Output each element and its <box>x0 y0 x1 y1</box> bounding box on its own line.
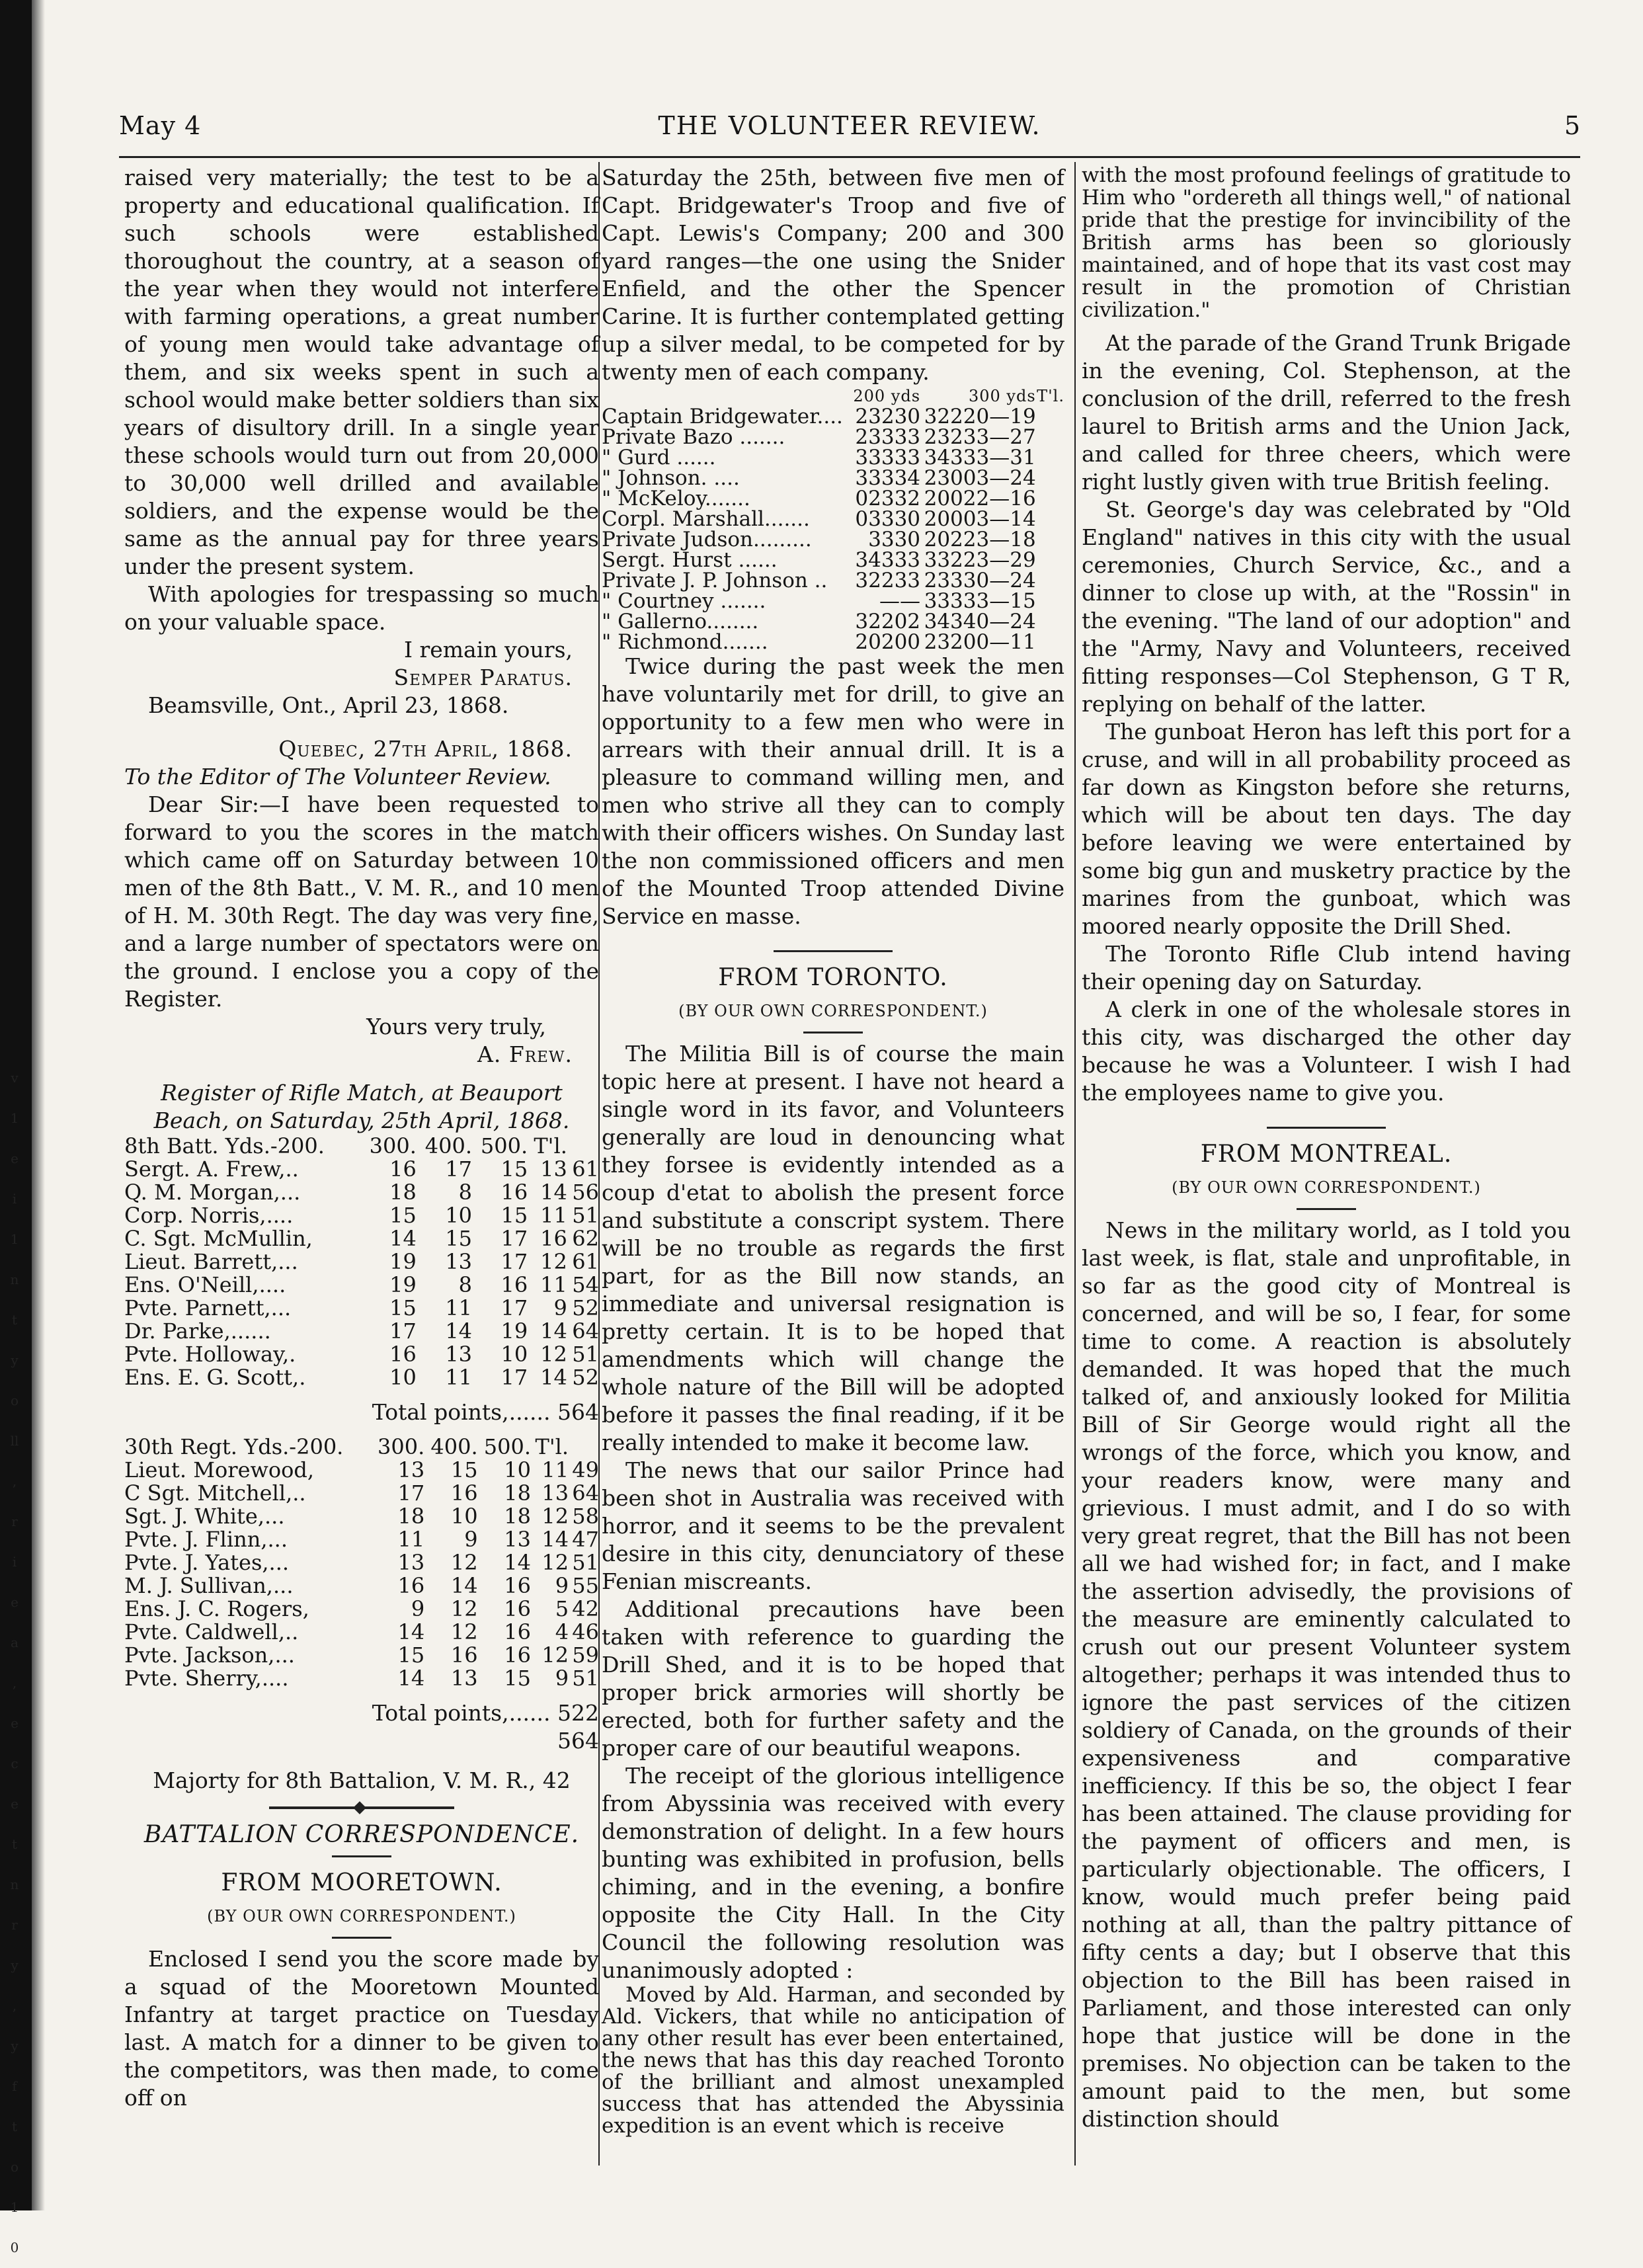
table-row <box>124 1227 599 1250</box>
table-cell: 12 <box>541 1642 569 1668</box>
table-cell: 12 <box>450 1619 478 1644</box>
table-cell: 11 <box>445 1365 473 1390</box>
table-cell: 20003—14 <box>924 507 1036 531</box>
table-row <box>124 1551 599 1574</box>
register-title: Register of Rifle Match, at Beauport Beach, on Saturday, 25th April, 1868. <box>153 1080 570 1133</box>
table-cell: 62 <box>572 1226 599 1251</box>
table-cell: 12 <box>450 1550 478 1575</box>
header-title: THE VOLUNTEER REVIEW. <box>658 111 1041 140</box>
signoff: I remain yours, <box>403 637 573 663</box>
table-cell: 64 <box>572 1318 599 1344</box>
header-date: May 4 <box>119 111 202 140</box>
table-row <box>124 1320 599 1343</box>
table-header-cell: 500. <box>483 1434 532 1459</box>
table-cell: 3330 <box>868 528 921 551</box>
table-cell: 8 <box>458 1180 473 1205</box>
table-cell: 55 <box>572 1573 599 1598</box>
table-cell: 16 <box>504 1642 532 1668</box>
table-cell: 14 <box>504 1550 532 1575</box>
table-cell: " Courtney ....... <box>602 589 766 613</box>
table-cell: 15 <box>450 1457 478 1482</box>
table-row <box>124 1574 599 1598</box>
table-cell: 12 <box>541 1550 569 1575</box>
paragraph: Enclosed I send you the score made by a squad of the Mooretown Mounted Infantry at target practice on Tuesday last. A match for a dinner to be given to the competitors, was then made, to come off on <box>124 1946 599 2111</box>
table-row <box>124 1482 599 1505</box>
table-cell: 10 <box>445 1203 473 1228</box>
score-table-8th <box>124 1135 599 1389</box>
paragraph: St. George's day was celebrated by "Old England" natives in this city with the usual ceremonies, Church Service, &c., and a dinner to close up with, at the "Rossin" in the evening. "The land of our adoption" and the "Army, Navy and Volunteers, received fitting responses—Col Stephenson, G T R, replying on behalf of the latter. <box>1082 497 1571 717</box>
table-cell: 23333 <box>855 425 921 449</box>
table-cell: 13 <box>540 1156 567 1182</box>
table-cell: 14 <box>541 1527 569 1552</box>
table-cell: 16 <box>389 1342 417 1367</box>
table-cell: 47 <box>572 1527 599 1552</box>
table-cell: 9 <box>553 1295 567 1320</box>
table-cell: —— <box>879 589 921 613</box>
table-cell: Sergt. Hurst ...... <box>602 548 778 572</box>
divider <box>1297 1208 1356 1210</box>
table-cell: 23003—24 <box>924 466 1036 490</box>
page-number: 5 <box>1564 111 1580 140</box>
byline: (BY OUR OWN CORRESPONDENT.) <box>207 1907 516 1925</box>
table-cell: 16 <box>397 1573 425 1598</box>
paragraph: The Militia Bill is of course the main topic here at present. I have not heard a single word in its favor, and Volunteers generally are loud in denouncing what they forsee is evidently intended as a coup d'etat to abolish the present force and substitute a conscript system. There will be no trouble as regards the first part, for as the Bill now stands, an immediate and universal resignation is pretty certain. It is to be hoped that amendments which will change the whole nature of the Bill will be adopted before it passes the final reading, if it be really intended to make it become law. <box>602 1041 1064 1455</box>
score-table-30th <box>124 1436 599 1690</box>
table-cell: 15 <box>389 1295 417 1320</box>
table-cell: 64 <box>572 1480 599 1506</box>
table-cell: 33223—29 <box>924 548 1036 572</box>
paragraph: with the most profound feelings of gratitude to Him who "ordereth all things well," of national pride that the prestige for invincibility of the British arms has been so gloriously maintained, and of hope that its vast cost may result in the promotion of Christian civilization." <box>1082 163 1571 322</box>
table-cell: 51 <box>572 1203 599 1228</box>
table-cell: 15 <box>397 1642 425 1668</box>
table-cell: 13 <box>445 1342 473 1367</box>
table-row <box>124 1158 599 1181</box>
paragraph: Moved by Ald. Harman, and seconded by Ald. Vickers, that while no anticipation of any other result has ever been entertained, the news that has this day reached Toronto of the brilliant and almost unexampled success that has attended the Abyssinia expedition is an event which is receive <box>602 1983 1064 2138</box>
paragraph: The news that our sailor Prince had been shot in Australia was received with horror, and it seems to be the prevalent desire in this city, denunciatory of these Fenian miscreants. <box>602 1457 1064 1594</box>
table-cell: Pvte. J. Yates,... <box>124 1550 290 1575</box>
table-cell: 51 <box>572 1550 599 1575</box>
table-cell: 12 <box>540 1342 567 1367</box>
table-cell: 16 <box>540 1226 567 1251</box>
paragraph: Dear Sir:—I have been requested to forward to you the scores in the match which came off on Saturday between 10 men of the 8th Batt., V. M. R., and 10 men of H. M. 30th Regt. The day was very fine, and a large number of spectators were on the ground. I enclose you a copy of the Register. <box>124 791 599 1012</box>
paragraph: Twice during the past week the men have voluntarily met for drill, to give an opportunity to a few men who were in arrears with their annual drill. It is a pleasure to command willing men, and men who strive all they can to comply with their officers wishes. On Sunday last the non commissioned officers and men of the Mounted Troop attended Divine Service en masse. <box>602 653 1064 929</box>
column-3 <box>1082 164 1571 2133</box>
table-cell: 12 <box>540 1249 567 1274</box>
signature: A. Frew. <box>477 1041 573 1067</box>
total-points: Total points,...... 522 <box>372 1700 599 1726</box>
table-cell: 18 <box>389 1180 417 1205</box>
table-row <box>124 1343 599 1366</box>
table-cell: 17 <box>501 1226 528 1251</box>
table-cell: 14 <box>450 1573 478 1598</box>
table-header-cell: 500. <box>480 1133 528 1158</box>
table-cell: Ens. J. C. Rogers, <box>124 1596 309 1621</box>
total-points: Total points,...... 564 <box>372 1399 599 1425</box>
table-cell: Dr. Parke,...... <box>124 1318 271 1344</box>
table-cell: 17 <box>445 1156 473 1182</box>
table-cell: 11 <box>445 1295 473 1320</box>
table-cell: 03330 <box>855 507 921 531</box>
divider <box>332 1937 391 1939</box>
table-row <box>124 1274 599 1297</box>
table-cell: 23330—24 <box>924 569 1036 592</box>
table-cell: 14 <box>540 1180 567 1205</box>
table-cell: 14 <box>540 1365 567 1390</box>
table-header-cell: 300. <box>369 1133 417 1158</box>
signature: Semper Paratus. <box>393 665 573 690</box>
table-header-cell: 200 yds <box>853 387 921 405</box>
table-cell: 11 <box>397 1527 425 1552</box>
table-cell: 59 <box>572 1642 599 1668</box>
table-cell: 52 <box>572 1365 599 1390</box>
table-row <box>124 1667 599 1690</box>
table-cell: 32202 <box>855 610 921 633</box>
divider <box>774 950 893 952</box>
article-title: FROM TORONTO. <box>718 964 948 991</box>
table-cell: 9 <box>555 1666 569 1691</box>
table-cell: Pvte. Sherry,.... <box>124 1666 289 1691</box>
table-row <box>602 427 1064 448</box>
table-cell: 4 <box>555 1619 569 1644</box>
table-cell: 18 <box>504 1480 532 1506</box>
table-cell: Private J. P. Johnson .. <box>602 569 828 592</box>
table-header-cell: 300. <box>377 1434 425 1459</box>
table-cell: 11 <box>540 1272 567 1297</box>
table-cell: 13 <box>541 1480 569 1506</box>
table-cell: 19 <box>501 1318 528 1344</box>
section-title: BATTALION CORRESPONDENCE. <box>143 1821 580 1848</box>
table-cell: 15 <box>501 1156 528 1182</box>
table-cell: 16 <box>501 1180 528 1205</box>
table-cell: 10 <box>501 1342 528 1367</box>
table-header-cell: T'l. <box>1037 387 1064 405</box>
table-cell: 10 <box>389 1365 417 1390</box>
table-cell: Corpl. Marshall....... <box>602 507 810 531</box>
table-cell: 17 <box>501 1249 528 1274</box>
table-row <box>124 1181 599 1204</box>
table-cell: 51 <box>572 1342 599 1367</box>
table-cell: 16 <box>501 1272 528 1297</box>
majority-line: Majorty for 8th Battalion, V. M. R., 42 <box>153 1767 571 1793</box>
paragraph: The Toronto Rifle Club intend having their opening day on Saturday. <box>1082 941 1571 994</box>
table-row <box>124 1366 599 1389</box>
table-cell: Q. M. Morgan,... <box>124 1180 301 1205</box>
table-cell: 10 <box>504 1457 532 1482</box>
table-cell: Corp. Norris,.... <box>124 1203 294 1228</box>
table-cell: 49 <box>572 1457 599 1482</box>
header-rule <box>119 156 1580 158</box>
table-cell: Ens. E. G. Scott,. <box>124 1365 306 1390</box>
table-cell: " Gallerno........ <box>602 610 759 633</box>
total-points-8th: 564 <box>557 1728 599 1754</box>
table-cell: 16 <box>450 1642 478 1668</box>
divider <box>803 1032 863 1033</box>
table-row <box>602 571 1064 591</box>
table-cell: 34333 <box>855 548 921 572</box>
table-cell: 33333—15 <box>924 589 1036 613</box>
table-cell: 19 <box>389 1272 417 1297</box>
table-cell: Private Bazo ....... <box>602 425 785 449</box>
table-cell: 33334 <box>855 466 921 490</box>
table-cell: 13 <box>397 1550 425 1575</box>
table-header-cell: 400. <box>430 1434 478 1459</box>
table-header-cell: 30th Regt. Yds.-200. <box>124 1434 344 1459</box>
table-cell: Private Judson......... <box>602 528 812 551</box>
table-cell: 23233—27 <box>924 425 1036 449</box>
table-row <box>124 1204 599 1227</box>
table-row <box>124 1250 599 1274</box>
table-row <box>124 1621 599 1644</box>
table-row <box>602 612 1064 632</box>
table-cell: 20022—16 <box>924 487 1036 510</box>
table-header-cell: 400. <box>424 1133 473 1158</box>
paragraph: At the parade of the Grand Trunk Brigade in the evening, Col. Stephenson, at the conclusion of the drill, referred to the fresh laurel to British arms and the Union Jack, and called for three cheers, which were right lustly given with true British feeling. <box>1082 330 1571 495</box>
table-cell: 52 <box>572 1295 599 1320</box>
table-cell: 02332 <box>855 487 921 510</box>
column-rule-2 <box>1074 162 1076 2166</box>
table-cell: 17 <box>389 1318 417 1344</box>
table-cell: 17 <box>397 1480 425 1506</box>
table-cell: 15 <box>389 1203 417 1228</box>
table-cell: " Richmond....... <box>602 630 768 654</box>
table-row <box>124 1297 599 1320</box>
table-row <box>124 1644 599 1667</box>
table-row <box>124 1528 599 1551</box>
signoff: Yours very truly, <box>366 1014 546 1039</box>
table-cell: 58 <box>572 1504 599 1529</box>
article-title: FROM MOORETOWN. <box>221 1869 502 1896</box>
table-cell: " McKeloy....... <box>602 487 750 510</box>
table-row <box>602 632 1064 653</box>
dateline: Quebec, 27th April, 1868. <box>278 736 573 762</box>
column-2 <box>602 164 1064 2137</box>
table-header-cell: T'l. <box>534 1133 567 1158</box>
paragraph: Additional precautions have been taken with reference to guarding the Drill Shed, and it is to be hoped that proper brick armories will shortly be erected, both for further safety and the proper care of our beautiful weapons. <box>602 1596 1064 1761</box>
table-cell: 13 <box>450 1666 478 1691</box>
table-cell: Lieut. Morewood, <box>124 1457 315 1482</box>
table-cell: 14 <box>445 1318 473 1344</box>
ornament-rule <box>269 1806 454 1809</box>
table-header-cell: T'l. <box>535 1434 569 1459</box>
table-cell: " Johnson. .... <box>602 466 740 490</box>
table-row <box>124 1505 599 1528</box>
table-cell: 16 <box>504 1596 532 1621</box>
table-cell: 20223—18 <box>924 528 1036 551</box>
table-cell: 18 <box>397 1504 425 1529</box>
table-cell: 14 <box>397 1619 425 1644</box>
paragraph: The receipt of the glorious intelligence from Abyssinia was received with every demonstration of delight. In a few hours bunting was exhibited in profusion, bells chiming, and in the evening, a bonfire opposite the City Hall. In the City Council the following resolution was unanimously adopted : <box>602 1763 1064 1983</box>
table-row <box>602 591 1064 612</box>
table-cell: 18 <box>504 1504 532 1529</box>
table-cell: Pvte. Holloway,. <box>124 1342 296 1367</box>
table-cell: 42 <box>572 1596 599 1621</box>
table-cell: 16 <box>504 1573 532 1598</box>
byline: (BY OUR OWN CORRESPONDENT.) <box>1172 1178 1481 1197</box>
table-row <box>124 1598 599 1621</box>
table-cell: 9 <box>464 1527 478 1552</box>
table-header-cell <box>602 386 851 407</box>
paragraph: News in the military world, as I told you last week, is flat, stale and unprofitable, in so far as the good city of Montreal is concerned, and will be so, I fear, for some time to come. A reaction is absolutely demanded. It was hoped that the much talked of, and anxiously looked for Militia Bill of Sir George would right all the wrongs of the force, which you know, and your readers know, were many and grievious. I must admit, and I do so with very great regret, that the Bill has not been all we had wished for; in fact, and I make the assertion advisedly, the provisions of the measure are eminently calculated to crush out our present Volunteer system altogether; perhaps it was intended thus to ignore the past services of the citizen soldiery of Canada, on the grounds of their expensiveness and comparative inefficiency. If this be so, the object I fear has been attained. The clause providing for the payment of officers and men, is particularly objectionable. The officers, I know, would much prefer being paid nothing at all, than the paltry pittance of fifty cents a day; but I observe that this objection to the Bill has been raised in Parliament, and those interested can only hope that justice will be done in the premises. No objection can be taken to the amount paid to the men, but some distinction should <box>1082 1217 1571 2132</box>
table-cell: M. J. Sullivan,... <box>124 1573 294 1598</box>
table-cell: 46 <box>572 1619 599 1644</box>
table-cell: 5 <box>555 1596 569 1621</box>
table-cell: 14 <box>397 1666 425 1691</box>
score-table-mooretown <box>602 386 1064 653</box>
paragraph: A clerk in one of the wholesale stores in this city, was discharged the other day because he was a Volunteer. I wish I had the employees name to give you. <box>1082 996 1571 1106</box>
table-cell: Lieut. Barrett,... <box>124 1249 298 1274</box>
table-cell: Sergt. A. Frew,.. <box>124 1156 299 1182</box>
table-cell: 33333 <box>855 446 921 469</box>
table-cell: 15 <box>501 1203 528 1228</box>
table-row <box>602 448 1064 468</box>
dateline: Beamsville, Ont., April 23, 1868. <box>148 692 509 718</box>
table-cell: 9 <box>555 1573 569 1598</box>
paragraph: With apologies for trespassing so much on your valuable space. <box>124 581 599 635</box>
table-cell: 34340—24 <box>924 610 1036 633</box>
table-cell: 14 <box>389 1226 417 1251</box>
table-cell: Pvte. Caldwell,.. <box>124 1619 299 1644</box>
address: To the Editor of The Volunteer Review. <box>124 764 551 790</box>
table-cell: 17 <box>501 1295 528 1320</box>
paragraph: The gunboat Heron has left this port for a cruse, and will in all probability proceed as far down as Kingston before she returns, which will be about ten days. The day before leaving we were entertained by some big gun and musketry practice by the marines from the gunboat, which was moored nearly opposite the Drill Shed. <box>1082 719 1571 939</box>
table-row <box>602 407 1064 427</box>
table-cell: 8 <box>458 1272 473 1297</box>
table-cell: 12 <box>541 1504 569 1529</box>
table-row <box>124 1459 599 1482</box>
table-cell: Pvte. Jackson,... <box>124 1642 295 1668</box>
table-cell: 15 <box>445 1226 473 1251</box>
table-header-cell: 8th Batt. Yds.-200. <box>124 1133 325 1158</box>
scan-shadow <box>32 0 45 2210</box>
table-cell: 13 <box>397 1457 425 1482</box>
page-header <box>119 111 1580 157</box>
table-cell: 20200 <box>855 630 921 654</box>
table-cell: " Gurd ...... <box>602 446 716 469</box>
table-cell: 13 <box>504 1527 532 1552</box>
table-cell: 19 <box>389 1249 417 1274</box>
table-cell: Sgt. J. White,... <box>124 1504 285 1529</box>
table-cell: 61 <box>572 1249 599 1274</box>
table-cell: Pvte. J. Flinn,... <box>124 1527 288 1552</box>
table-cell: Pvte. Parnett,... <box>124 1295 292 1320</box>
table-row <box>602 489 1064 509</box>
table-cell: 61 <box>572 1156 599 1182</box>
table-cell: 12 <box>450 1596 478 1621</box>
column-1 <box>124 164 599 2112</box>
table-cell: 54 <box>572 1272 599 1297</box>
divider <box>1267 1127 1386 1129</box>
table-cell: 32220—19 <box>924 405 1036 428</box>
table-cell: 16 <box>504 1619 532 1644</box>
table-cell: 23230 <box>855 405 921 428</box>
table-cell: 9 <box>411 1596 425 1621</box>
table-cell: 11 <box>540 1203 567 1228</box>
table-cell: 34333—31 <box>924 446 1036 469</box>
margin-fragments: v 1 e i 1 n t y o ll , r i e a , e c e t n r y , y f t o 1 0 <box>10 1070 19 2255</box>
table-cell: 16 <box>450 1480 478 1506</box>
table-cell: 10 <box>450 1504 478 1529</box>
divider <box>332 1855 391 1857</box>
table-cell: 11 <box>541 1457 569 1482</box>
table-row <box>602 509 1064 530</box>
table-cell: Captain Bridgewater.... <box>602 405 843 428</box>
table-row <box>602 550 1064 571</box>
table-cell: 32233 <box>855 569 921 592</box>
table-cell: C. Sgt. McMullin, <box>124 1226 313 1251</box>
table-cell: 56 <box>572 1180 599 1205</box>
table-row <box>602 468 1064 489</box>
table-row <box>602 530 1064 550</box>
table-cell: 51 <box>572 1666 599 1691</box>
table-header-cell: 300 yds <box>968 387 1036 405</box>
table-cell: C Sgt. Mitchell,.. <box>124 1480 306 1506</box>
table-cell: 23200—11 <box>924 630 1036 654</box>
table-cell: 13 <box>445 1249 473 1274</box>
table-cell: 14 <box>540 1318 567 1344</box>
table-cell: 16 <box>389 1156 417 1182</box>
paragraph: raised very materially; the test to be a property and educational qualification. If such schools were established thoroughout the country, at a season of the year when they would not interfere with farming operations, a great number of young men would take advantage of them, and six weeks spent in such a school would make better soldiers than six years of disultory drill. In a single year these schools would turn out from 20,000 to 30,000 well drilled and available soldiers, and the expense would be the same as the annual pay for three years under the present system. <box>124 165 599 579</box>
byline: (BY OUR OWN CORRESPONDENT.) <box>678 1002 988 1020</box>
table-cell: 17 <box>501 1365 528 1390</box>
table-cell: Ens. O'Neill,.... <box>124 1272 286 1297</box>
paragraph: Saturday the 25th, between five men of Capt. Bridgewater's Troop and five of Capt. Lewis's Company; 200 and 300 yard ranges—the one using the Snider Enfield, and the other the Spencer Carine. It is further contemplated getting up a silver medal, to be competed for by twenty men of each company. <box>602 165 1064 385</box>
article-title: FROM MONTREAL. <box>1200 1141 1453 1168</box>
table-cell: 15 <box>504 1666 532 1691</box>
